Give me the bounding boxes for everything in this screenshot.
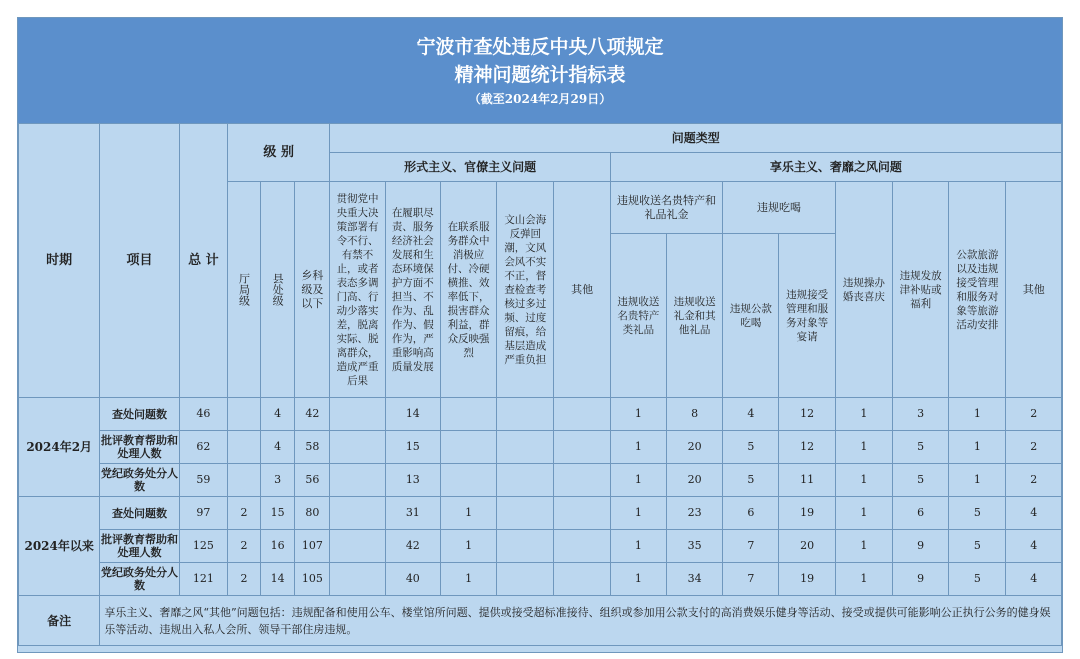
table-row: [19, 530, 1062, 563]
cell-f3: 1: [440, 497, 496, 530]
cell-xiang: 58: [295, 431, 330, 464]
cell-ting: [227, 431, 260, 464]
cell-g2: 20: [666, 464, 722, 497]
cell-xiang: 107: [295, 530, 330, 563]
header-level-xiang: 乡科级及以下: [295, 182, 330, 398]
header-travel: 公款旅游以及违规接受管理和服务对象等旅游活动安排: [949, 182, 1006, 398]
cell-e2: 19: [779, 563, 835, 596]
cell-total: 125: [179, 530, 227, 563]
cell-total: 62: [179, 431, 227, 464]
cell-other: 4: [1006, 563, 1062, 596]
cell-subsidy: 3: [892, 398, 948, 431]
cell-ting: [227, 398, 260, 431]
cell-xiang: 80: [295, 497, 330, 530]
cell-wedding: 1: [835, 497, 892, 530]
cell-subsidy: 6: [892, 497, 948, 530]
cell-f1: [330, 398, 385, 431]
cell-f1: [330, 563, 385, 596]
cell-travel: 1: [949, 431, 1006, 464]
cell-e2: 20: [779, 530, 835, 563]
cell-f1: [330, 497, 385, 530]
cell-wedding: 1: [835, 431, 892, 464]
header-subsidy: 违规发放津补贴或福利: [892, 182, 948, 398]
cell-travel: 1: [949, 398, 1006, 431]
header-gift-group: 违规收送名贵特产和礼品礼金: [610, 182, 723, 234]
header-total: 总 计: [179, 124, 227, 398]
cell-e1: 4: [723, 398, 779, 431]
cell-total: 97: [179, 497, 227, 530]
cell-f4: [497, 431, 554, 464]
cell-wedding: 1: [835, 530, 892, 563]
cell-e2: 12: [779, 398, 835, 431]
date-subtitle: （截至2024年2月29日）: [468, 92, 612, 106]
cell-f3: 1: [440, 530, 496, 563]
cell-g2: 35: [666, 530, 722, 563]
cell-f5: [554, 464, 610, 497]
title-banner: [18, 18, 1062, 123]
cell-subsidy: 9: [892, 563, 948, 596]
cell-f5: [554, 431, 610, 464]
table-row: [19, 563, 1062, 596]
cell-f5: [554, 398, 610, 431]
cell-f3: 1: [440, 563, 496, 596]
cell-f2: 15: [385, 431, 440, 464]
cell-e1: 5: [723, 431, 779, 464]
header-formalism-1: 贯彻党中央重大决策部署有令不行、有禁不止，或者表态多调门高、行动少落实差，脱离实际、脱离群众，造成严重后果: [330, 182, 385, 398]
table-frame: [17, 17, 1063, 653]
note-row: [19, 596, 1062, 646]
cell-total: 59: [179, 464, 227, 497]
header-formalism-other: 其他: [554, 182, 610, 398]
note-text: 享乐主义、奢靡之风“其他”问题包括：违规配备和使用公车、楼堂馆所问题、提供或接受超标准接待、组织或参加用公款支付的高消费娱乐健身等活动、接受或提供可能影响公正执行公务的健身娱乐等活动、违规出入私人会所、领导干部住房违规。: [100, 596, 1062, 646]
cell-f4: [497, 464, 554, 497]
cell-f3: [440, 464, 496, 497]
row-label: 查处问题数: [100, 398, 179, 431]
cell-f4: [497, 563, 554, 596]
cell-f4: [497, 497, 554, 530]
header-eat-1: 违规公款吃喝: [723, 234, 779, 398]
header-formalism-3: 在联系服务群众中消极应付、冷硬横推、效率低下，损害群众利益，群众反映强烈: [440, 182, 496, 398]
cell-ting: 2: [227, 563, 260, 596]
row-label: 批评教育帮助和处理人数: [100, 431, 179, 464]
header-hedonism-other: 其他: [1006, 182, 1062, 398]
cell-travel: 5: [949, 530, 1006, 563]
cell-ting: 2: [227, 497, 260, 530]
row-label: 查处问题数: [100, 497, 179, 530]
cell-ting: 2: [227, 530, 260, 563]
cell-subsidy: 5: [892, 464, 948, 497]
cell-g2: 8: [666, 398, 722, 431]
cell-other: 2: [1006, 398, 1062, 431]
table-row: [19, 464, 1062, 497]
period-cell: 2024年以来: [19, 497, 100, 596]
cell-subsidy: 9: [892, 530, 948, 563]
cell-f2: 14: [385, 398, 440, 431]
statistics-table: [18, 123, 1062, 646]
cell-f5: [554, 563, 610, 596]
cell-wedding: 1: [835, 464, 892, 497]
cell-xian: 4: [261, 398, 295, 431]
cell-travel: 5: [949, 563, 1006, 596]
header-formalism-4: 文山会海反弹回潮，文风会风不实不正，督查检查考核过多过频、过度留痕，给基层造成严重负担: [497, 182, 554, 398]
header-gift-1: 违规收送名贵特产类礼品: [610, 234, 666, 398]
cell-g2: 20: [666, 431, 722, 464]
cell-g2: 23: [666, 497, 722, 530]
cell-e1: 6: [723, 497, 779, 530]
cell-e2: 19: [779, 497, 835, 530]
table-row: [19, 398, 1062, 431]
header-problem-type: 问题类型: [330, 124, 1062, 153]
cell-f5: [554, 497, 610, 530]
cell-xian: 15: [261, 497, 295, 530]
header-wedding: 违规操办婚丧喜庆: [835, 182, 892, 398]
cell-e1: 5: [723, 464, 779, 497]
table-row: [19, 431, 1062, 464]
cell-f3: [440, 398, 496, 431]
cell-xiang: 42: [295, 398, 330, 431]
cell-other: 2: [1006, 431, 1062, 464]
header-formalism-2: 在履职尽责、服务经济社会发展和生态环境保护方面不担当、不作为、乱作为、假作为，严重影响高质量发展: [385, 182, 440, 398]
header-level-ting: 厅局级: [227, 182, 260, 398]
cell-total: 121: [179, 563, 227, 596]
cell-f5: [554, 530, 610, 563]
cell-wedding: 1: [835, 398, 892, 431]
header-formalism: 形式主义、官僚主义问题: [330, 153, 610, 182]
header-eat-2: 违规接受管理和服务对象等宴请: [779, 234, 835, 398]
cell-xian: 3: [261, 464, 295, 497]
header-level-xian: 县处级: [261, 182, 295, 398]
cell-other: 4: [1006, 530, 1062, 563]
cell-g1: 1: [610, 563, 666, 596]
cell-xiang: 105: [295, 563, 330, 596]
row-label: 党纪政务处分人数: [100, 464, 179, 497]
cell-f4: [497, 530, 554, 563]
cell-g1: 1: [610, 398, 666, 431]
cell-g2: 34: [666, 563, 722, 596]
cell-f1: [330, 431, 385, 464]
cell-e2: 11: [779, 464, 835, 497]
cell-g1: 1: [610, 497, 666, 530]
cell-subsidy: 5: [892, 431, 948, 464]
header-item: 项目: [100, 124, 179, 398]
header-gift-2: 违规收送礼金和其他礼品: [666, 234, 722, 398]
cell-total: 46: [179, 398, 227, 431]
cell-g1: 1: [610, 530, 666, 563]
cell-xian: 4: [261, 431, 295, 464]
cell-travel: 1: [949, 464, 1006, 497]
cell-xian: 14: [261, 563, 295, 596]
page-title: 宁波市查处违反中央八项规定: [416, 36, 664, 58]
cell-e1: 7: [723, 530, 779, 563]
cell-g1: 1: [610, 431, 666, 464]
header-hedonism: 享乐主义、奢靡之风问题: [610, 153, 1061, 182]
header-eat-group: 违规吃喝: [723, 182, 836, 234]
table-row: [19, 497, 1062, 530]
header-level: 级 别: [227, 124, 329, 182]
cell-wedding: 1: [835, 563, 892, 596]
cell-f2: 42: [385, 530, 440, 563]
cell-f4: [497, 398, 554, 431]
cell-other: 4: [1006, 497, 1062, 530]
cell-f2: 40: [385, 563, 440, 596]
cell-e2: 12: [779, 431, 835, 464]
cell-xiang: 56: [295, 464, 330, 497]
cell-f1: [330, 530, 385, 563]
cell-travel: 5: [949, 497, 1006, 530]
cell-xian: 16: [261, 530, 295, 563]
cell-f1: [330, 464, 385, 497]
row-label: 批评教育帮助和处理人数: [100, 530, 179, 563]
row-label: 党纪政务处分人数: [100, 563, 179, 596]
cell-g1: 1: [610, 464, 666, 497]
cell-f2: 13: [385, 464, 440, 497]
cell-f2: 31: [385, 497, 440, 530]
header-period: 时期: [19, 124, 100, 398]
cell-e1: 7: [723, 563, 779, 596]
cell-other: 2: [1006, 464, 1062, 497]
page-title-line2: 精神问题统计指标表: [454, 64, 626, 86]
cell-ting: [227, 464, 260, 497]
period-cell: 2024年2月: [19, 398, 100, 497]
cell-f3: [440, 431, 496, 464]
note-label: 备注: [19, 596, 100, 646]
